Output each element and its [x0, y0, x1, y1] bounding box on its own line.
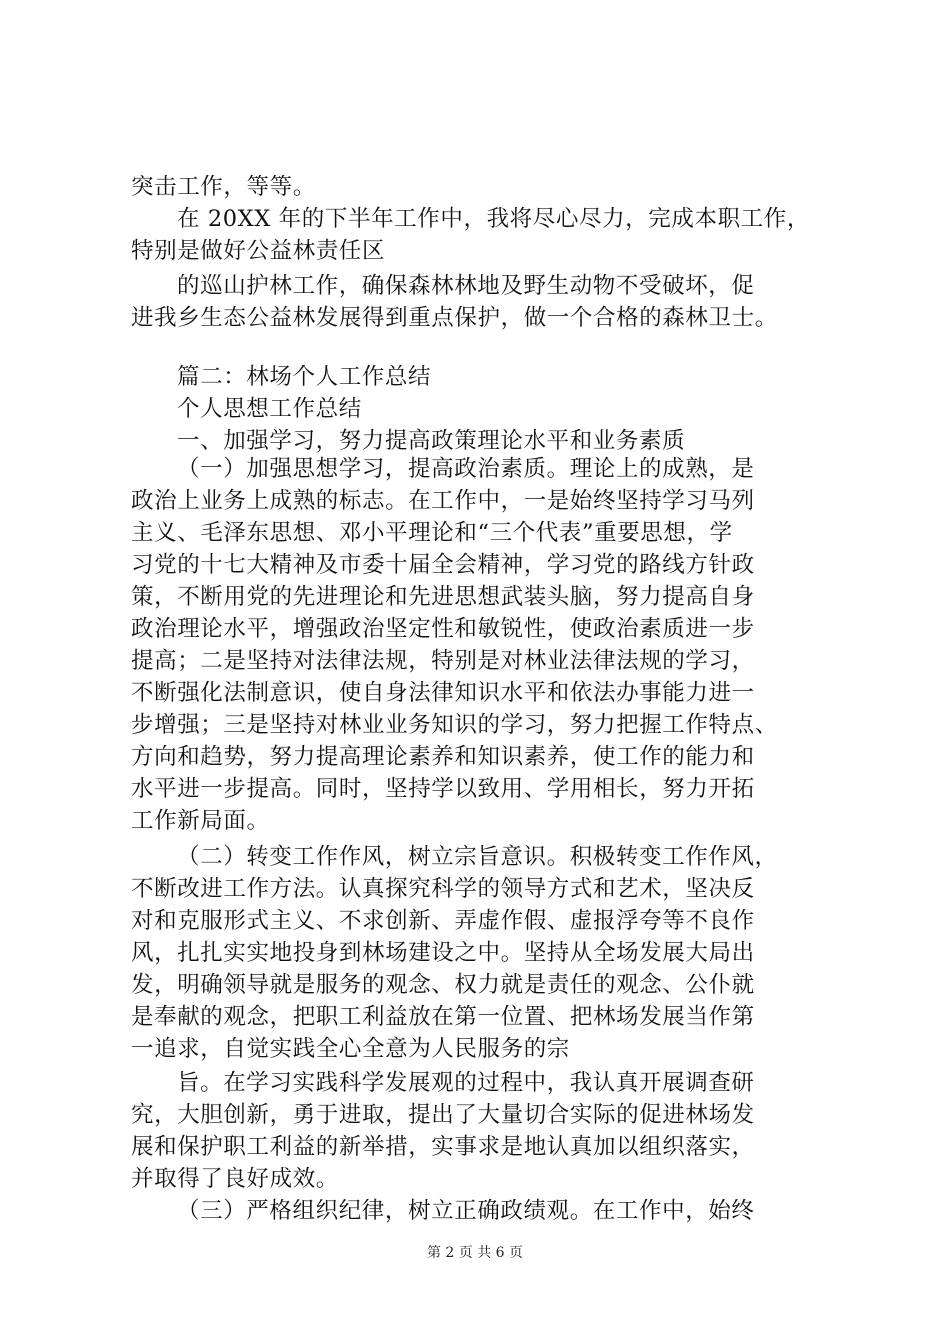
section-heading: 篇二：林场个人工作总结: [177, 364, 432, 390]
text-line: 不断强化法制意识，使自身法律知识水平和依法办事能力进一: [131, 680, 755, 706]
text-line: 在 20XX 年的下半年工作中，我将尽心尽力，完成本职工作，: [177, 206, 810, 232]
text-line: 的巡山护林工作，确保森林林地及野生动物不受破坏，促: [177, 273, 755, 299]
text-line: 步增强；三是坚持对林业业务知识的学习，努力把握工作特点、: [131, 712, 778, 738]
text-line: 一追求，自觉实践全心全意为人民服务的宗: [131, 1036, 570, 1062]
text-line: 习党的十七大精神及市委十届全会精神，学习党的路线方针政: [131, 552, 755, 578]
text-line: （三）严格组织纪律，树立正确政绩观。在工作中，始终: [177, 1198, 755, 1224]
text-line: 风，扎扎实实地投身到林场建设之中。坚持从全场发展大局出: [131, 940, 755, 966]
text-line: 突击工作，等等。: [131, 174, 316, 200]
text-line: 进我乡生态公益林发展得到重点保护，做一个合格的森林卫士。: [131, 305, 778, 331]
page-footer: 第 2 页 共 6 页: [426, 1245, 524, 1261]
text-line: 方向和趋势，努力提高理论素养和知识素养，使工作的能力和: [131, 744, 755, 770]
text-line: 特别是做好公益林责任区: [131, 238, 386, 264]
text-line: 主义、毛泽东思想、邓小平理论和“三个代表”重要思想，学: [131, 520, 733, 546]
text-line: 并取得了良好成效。: [131, 1166, 339, 1192]
text-line: 是奉献的观念，把职工利益放在第一位置、把林场发展当作第: [131, 1004, 755, 1030]
text-line: 展和保护职工利益的新举措，实事求是地认真加以组织落实，: [131, 1134, 755, 1160]
text-line: 工作新局面。: [131, 808, 270, 834]
text-line: （二）转变工作作风，树立宗旨意识。积极转变工作作风，: [177, 844, 778, 870]
text-line: 不断改进工作方法。认真探究科学的领导方式和艺术，坚决反: [131, 876, 755, 902]
text-line: 发，明确领导就是服务的观念、权力就是责任的观念、公仆就: [131, 972, 755, 998]
text-line: 旨。在学习实践科学发展观的过程中，我认真开展调查研: [177, 1070, 755, 1096]
text-line: 究，大胆创新，勇于进取，提出了大量切合实际的促进林场发: [131, 1102, 755, 1128]
text-line: 政治上业务上成熟的标志。在工作中，一是始终坚持学习马列: [131, 488, 755, 514]
text-line: 策，不断用党的先进理论和先进思想武装头脑，努力提高自身: [131, 584, 755, 610]
text-line: 提高；二是坚持对法律法规，特别是对林业法律法规的学习，: [131, 648, 755, 674]
section-subheading: 个人思想工作总结: [177, 396, 362, 422]
text-line: 政治理论水平，增强政治坚定性和敏锐性，使政治素质进一步: [131, 616, 755, 642]
text-line: （一）加强思想学习，提高政治素质。理论上的成熟，是: [177, 456, 755, 482]
text-line: 水平进一步提高。同时，坚持学以致用、学用相长，努力开拓: [131, 776, 755, 802]
section-subheading: 一、加强学习，努力提高政策理论水平和业务素质: [177, 428, 686, 454]
text-line: 对和克服形式主义、不求创新、弄虚作假、虚报浮夸等不良作: [131, 908, 755, 934]
